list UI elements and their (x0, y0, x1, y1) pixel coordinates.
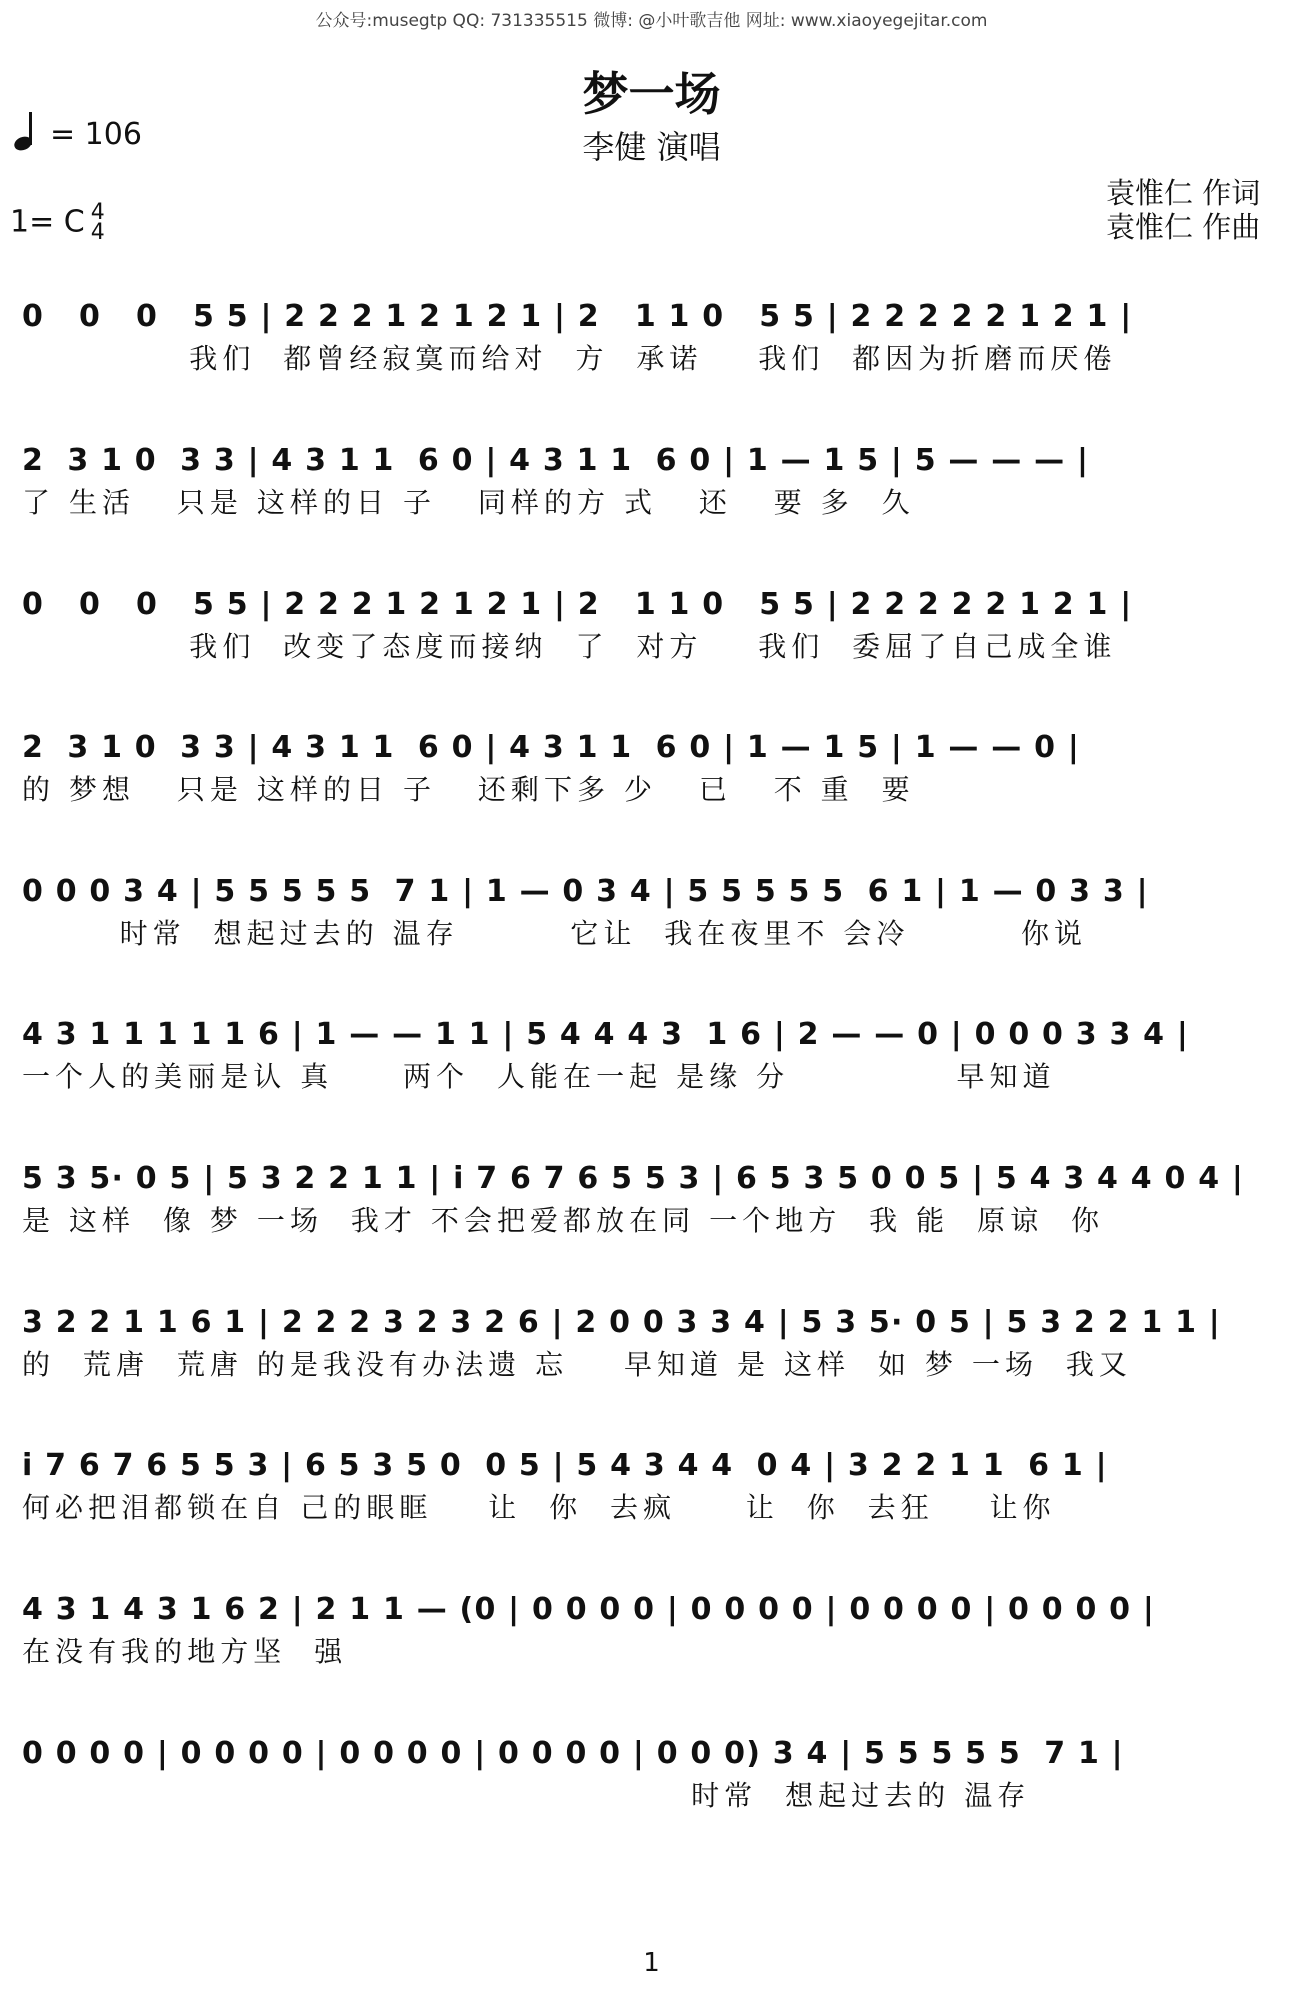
score-system-3 (0, 575, 1303, 690)
lyrics-line: 时常 想起过去的 温存 它让 我在夜里不 会冷 你说 (22, 917, 1088, 950)
notation-line: i 7 6 7 6 5 5 3 | 6 5 3 5 0 0 5 | 5 4 3 4 4 0 4 | 3 2 2 1 1 6 1 | (22, 1448, 1108, 1483)
score-system-6 (0, 1005, 1303, 1120)
lyrics-line: 是 这样 像 梦 一场 我才 不会把爱都放在同 一个地方 我 能 原谅 你 (22, 1204, 1105, 1237)
score-system-7 (0, 1149, 1303, 1264)
time-bottom: 4 (90, 220, 105, 245)
score-system-9 (0, 1436, 1303, 1551)
notation-line: 0 0 0 5 5 | 2 2 2 1 2 1 2 1 | 2 1 1 0 5 5 | 2 2 2 2 2 1 2 1 | (22, 587, 1133, 622)
time-top: 4 (90, 200, 105, 225)
composer-credit: 袁惟仁 作曲 (1106, 210, 1261, 244)
score-system-10 (0, 1580, 1303, 1695)
quarter-note-icon (14, 112, 38, 150)
notation-line: 2 3 1 0 3 3 | 4 3 1 1 6 0 | 4 3 1 1 6 0 | 1 — 1 5 | 1 — — 0 | (22, 730, 1080, 765)
lyrics-line: 我们 改变了态度而接纳 了 对方 我们 委屈了自己成全谁 (22, 630, 1117, 663)
lyrics-line: 在没有我的地方坚 强 (22, 1635, 348, 1668)
notation-line: 0 0 0 5 5 | 2 2 2 1 2 1 2 1 | 2 1 1 0 5 5 | 2 2 2 2 2 1 2 1 | (22, 299, 1133, 334)
key-text: 1= C (10, 204, 85, 240)
notation-line: 3 2 2 1 1 6 1 | 2 2 2 3 2 3 2 6 | 2 0 0 3 3 4 | 5 3 5· 0 5 | 5 3 2 2 1 1 | (22, 1305, 1221, 1340)
score-system-4 (0, 718, 1303, 833)
notation-line: 0 0 0 3 4 | 5 5 5 5 5 7 1 | 1 — 0 3 4 | 5 5 5 5 5 6 1 | 1 — 0 3 3 | (22, 874, 1149, 909)
notation-line: 0 0 0 0 | 0 0 0 0 | 0 0 0 0 | 0 0 0 0 | 0 0 0) 3 4 | 5 5 5 5 5 7 1 | (22, 1736, 1124, 1771)
lyrics-line: 何必把泪都锁在自 己的眼眶 让 你 去疯 让 你 去狂 让你 (22, 1491, 1056, 1524)
lyrics-line: 了 生活 只是 这样的日 子 同样的方 式 还 要 多 久 (22, 486, 915, 519)
score-system-1 (0, 287, 1303, 402)
lyrics-line: 时常 想起过去的 温存 (22, 1779, 1031, 1812)
notation-line: 4 3 1 1 1 1 1 6 | 1 — — 1 1 | 5 4 4 4 3 1 6 | 2 — — 0 | 0 0 0 3 3 4 | (22, 1017, 1190, 1052)
score-system-8 (0, 1293, 1303, 1408)
notation-line: 5 3 5· 0 5 | 5 3 2 2 1 1 | i 7 6 7 6 5 5 3 | 6 5 3 5 0 0 5 | 5 4 3 4 4 0 4 | (22, 1161, 1245, 1196)
tempo-value: = 106 (50, 117, 142, 152)
notation-line: 4 3 1 4 3 1 6 2 | 2 1 1 — (0 | 0 0 0 0 | 0 0 0 0 | 0 0 0 0 | 0 0 0 0 | (22, 1592, 1156, 1627)
song-title: 梦一场 (582, 67, 721, 121)
page-header: 公众号:musegtp QQ: 731335515 微博: @小叶歌吉他 网址: www.xiaoyegejitar.com (315, 11, 988, 31)
credits (1106, 176, 1260, 244)
page-number: 1 (643, 1948, 660, 1978)
score-system-2 (0, 431, 1303, 546)
lyricist-credit: 袁惟仁 作词 (1106, 176, 1261, 210)
notation-line: 2 3 1 0 3 3 | 4 3 1 1 6 0 | 4 3 1 1 6 0 | 1 — 1 5 | 5 — — — | (22, 443, 1090, 478)
time-signature (90, 200, 105, 245)
score-system-11 (0, 1724, 1303, 1839)
singer-credit: 李健 演唱 (582, 128, 721, 166)
lyrics-line: 的 梦想 只是 这样的日 子 还剩下多 少 已 不 重 要 (22, 773, 915, 806)
lyrics-line: 的 荒唐 荒唐 的是我没有办法遗 忘 早知道 是 这样 如 梦 一场 我又 (22, 1348, 1132, 1381)
lyrics-line: 一个人的美丽是认 真 两个 人能在一起 是缘 分 早知道 (22, 1060, 1056, 1093)
lyrics-line: 我们 都曾经寂寞而给对 方 承诺 我们 都因为折磨而厌倦 (22, 342, 1117, 375)
tempo-mark (14, 112, 142, 152)
key-signature (10, 200, 105, 245)
score-system-5 (0, 862, 1303, 977)
